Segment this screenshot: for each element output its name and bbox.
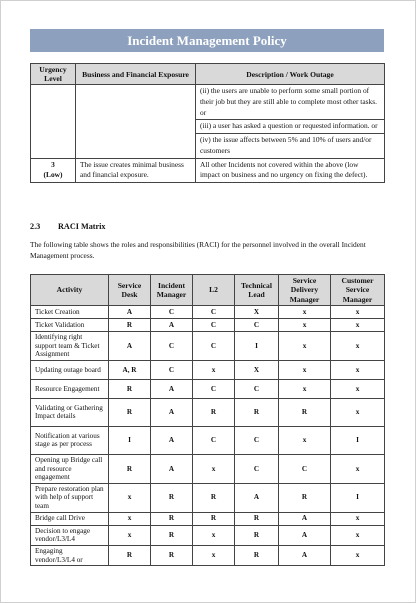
raci-value-cell: R [279,398,331,426]
header-cell: Activity [31,275,109,306]
raci-value-cell: x [331,512,385,525]
raci-value-cell: x [331,332,385,361]
description-cell: All other Incidents not covered within the above (low impact on business and no urgency on fixing the defect). [196,158,385,182]
raci-value-cell: R [193,512,235,525]
table-row [31,360,385,379]
raci-value-cell: R [109,319,151,332]
raci-value-cell: C [193,332,235,361]
raci-value-cell: x [331,319,385,332]
raci-value-cell: R [151,512,193,525]
raci-value-cell: x [331,398,385,426]
raci-value-cell: I [331,483,385,512]
description-cell [196,85,385,158]
section-title: RACI Matrix [58,222,106,231]
activity-cell: Bridge call Drive [31,512,109,525]
raci-value-cell: A [279,525,331,545]
level-label: (Low) [43,170,63,180]
activity-cell: Opening up Bridge call and resource engagement [31,454,109,483]
level-cell [31,85,76,158]
raci-value-cell: I [331,426,385,454]
raci-value-cell: R [193,398,235,426]
raci-value-cell: X [235,306,279,319]
raci-value-cell: A [235,483,279,512]
raci-value-cell: x [109,512,151,525]
raci-value-cell: x [279,306,331,319]
raci-value-cell: R [235,512,279,525]
table-row [31,454,385,483]
raci-value-cell: R [109,546,151,566]
activity-cell: Decision to engage vendor/L3/L4 [31,525,109,545]
activity-cell: Updating outage board [31,360,109,379]
section-number: 2.3 [30,222,41,231]
raci-value-cell: R [109,454,151,483]
raci-value-cell: A, R [109,360,151,379]
activity-cell: Notification at various stage as per process [31,426,109,454]
table-row [31,379,385,398]
raci-value-cell: x [331,306,385,319]
raci-value-cell: x [279,426,331,454]
urgency-table-header [31,64,385,85]
raci-value-cell: x [279,332,331,361]
table-row [31,158,385,182]
raci-value-cell: I [235,332,279,361]
raci-value-cell: A [279,546,331,566]
raci-value-cell: C [151,332,193,361]
header-cell: Service Desk [109,275,151,306]
raci-value-cell: R [151,525,193,545]
raci-table [30,274,385,566]
raci-value-cell: R [235,525,279,545]
raci-value-cell: R [235,398,279,426]
raci-value-cell: x [331,525,385,545]
raci-value-cell: C [151,306,193,319]
header-cell: Customer Service Manager [331,275,385,306]
raci-value-cell: X [235,360,279,379]
raci-value-cell: x [109,525,151,545]
table-row [31,398,385,426]
raci-value-cell: A [151,379,193,398]
raci-value-cell: x [279,379,331,398]
activity-cell: Validating or Gathering Impact details [31,398,109,426]
raci-value-cell: R [235,546,279,566]
activity-cell: Identifying right support team & Ticket Assignment [31,332,109,361]
activity-cell: Ticket Validation [31,319,109,332]
raci-value-cell: C [151,360,193,379]
raci-value-cell: C [279,454,331,483]
table-row [31,85,385,158]
raci-value-cell: C [235,426,279,454]
urgency-table [30,63,385,183]
raci-value-cell: A [109,332,151,361]
raci-value-cell: x [279,319,331,332]
header-cell: Description / Work Outage [196,64,385,85]
raci-value-cell: x [279,360,331,379]
exposure-cell: The issue creates minimal business and financial exposure. [76,158,196,182]
table-row [31,319,385,332]
raci-value-cell: x [331,360,385,379]
table-row [31,512,385,525]
level-cell [31,158,76,182]
raci-value-cell: C [235,319,279,332]
raci-value-cell: x [193,546,235,566]
header-cell: Business and Financial Exposure [76,64,196,85]
table-row [31,546,385,566]
raci-value-cell: I [109,426,151,454]
activity-cell: Engaging vendor/L3/L4 or [31,546,109,566]
header-cell: Urgency Level [31,64,76,85]
raci-value-cell: R [193,483,235,512]
raci-value-cell: A [151,319,193,332]
raci-value-cell: A [151,454,193,483]
header-cell: Incident Manager [151,275,193,306]
header-cell: Service Delivery Manager [279,275,331,306]
raci-value-cell: x [193,525,235,545]
table-row [31,332,385,361]
raci-value-cell: C [193,426,235,454]
description-part: (iv) the issue affects between 5% and 10% of users and/or customers [196,133,384,157]
raci-header-row [31,275,385,306]
level-number: 3 [51,159,55,169]
activity-cell: Prepare restoration plan with help of support team [31,483,109,512]
description-part: (iii) a user has asked a question or requested information. or [196,119,384,133]
raci-body [31,306,385,566]
raci-value-cell: A [151,398,193,426]
raci-value-cell: x [193,454,235,483]
raci-value-cell: C [193,319,235,332]
raci-value-cell: R [151,483,193,512]
table-row [31,483,385,512]
page-title: Incident Management Policy [30,29,384,52]
section-intro: The following table shows the roles and responsibilities (RACI) for the personnel involved in the overall Incident Management process. [30,240,366,261]
raci-value-cell: x [109,483,151,512]
description-part: (ii) the users are unable to perform some small portion of their job but they are still able to complete most other tasks. or [200,86,377,117]
raci-value-cell: C [193,379,235,398]
raci-value-cell: R [151,546,193,566]
activity-cell: Ticket Creation [31,306,109,319]
raci-value-cell: C [235,379,279,398]
table-row [31,306,385,319]
raci-value-cell: A [151,426,193,454]
raci-value-cell: x [331,454,385,483]
raci-value-cell: A [279,512,331,525]
exposure-cell [76,85,196,158]
raci-value-cell: C [193,306,235,319]
raci-value-cell: R [109,398,151,426]
raci-value-cell: A [109,306,151,319]
header-cell: Technical Lead [235,275,279,306]
header-cell: L2 [193,275,235,306]
section-heading [30,222,106,231]
raci-value-cell: R [109,379,151,398]
table-row [31,426,385,454]
activity-cell: Resource Engagement [31,379,109,398]
raci-value-cell: x [331,379,385,398]
table-row [31,525,385,545]
raci-value-cell: x [193,360,235,379]
raci-value-cell: R [279,483,331,512]
raci-value-cell: x [331,546,385,566]
raci-value-cell: C [235,454,279,483]
